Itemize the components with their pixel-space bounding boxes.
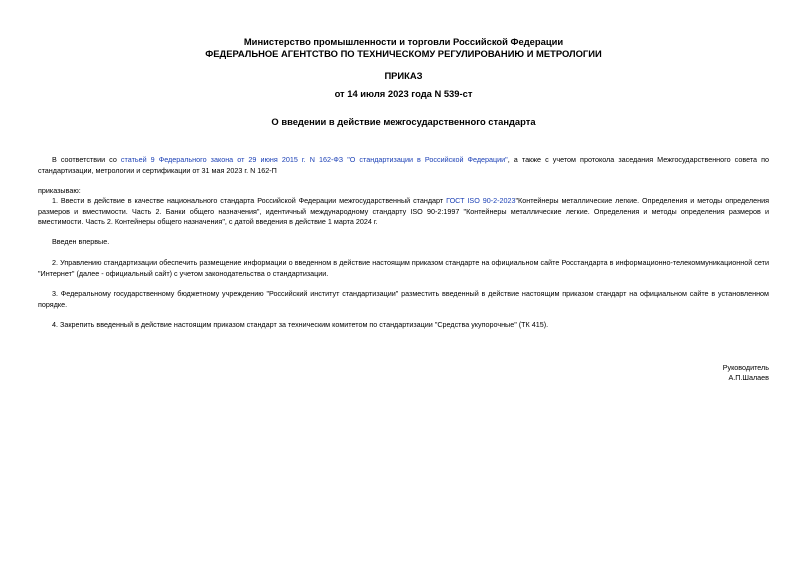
item-4-paragraph: 4. Закрепить введенный в действие настоящим приказом стандарт за техническим комитетом по стандартизации "Средства укупорочные" (ТК 415).: [52, 320, 549, 329]
item-1-suffix: "Контейнеры металлические легкие. Определения и методы определения размеров и вместимости. Часть 2. Банки общего назначения", идентичный международному стандарту ISO 90-2:1997 "Контейнеры металлические легкие. Определения и методы определения размеров и вместимости. Часть 2. Контейнеры общего назначения", с датой введения в действие 1 марта 2024 г.: [38, 196, 769, 227]
item-2-paragraph: 2. Управлению стандартизации обеспечить размещение информации о введенном в действие настоящим приказом стандарте на официальном сайте Росстандарта в информационно-телекоммуникационной сети "Интернет" (далее - официальный сайт) с учетом законодательства о стандартизации.: [38, 258, 769, 278]
order-title: ПРИКАЗ: [384, 70, 423, 81]
order-date: от 14 июля 2023 года N 539-ст: [334, 88, 473, 99]
document-page: [38, 0, 769, 571]
intro-suffix: , а также с учетом протокола заседания Межгосударственного совета по стандартизации, метрологии и сертификации от 31 мая 2023 г. N 162-П: [38, 155, 769, 175]
federal-law-link[interactable]: статьей 9 Федерального закона от 29 июня 2015 г. N 162-ФЗ "О стандартизации в Российской Федерации": [120, 155, 508, 164]
intro-prefix: В соответствии со: [52, 155, 121, 164]
agency-name: ФЕДЕРАЛЬНОЕ АГЕНТСТВО ПО ТЕХНИЧЕСКОМУ РЕГУЛИРОВАНИЮ И МЕТРОЛОГИИ: [205, 48, 602, 59]
item-1-prefix: 1. Ввести в действие в качестве национального стандарта Российской Федерации межгосударственный стандарт: [52, 196, 447, 205]
ministry-name: Министерство промышленности и торговли Российской Федерации: [243, 36, 564, 47]
item-1-paragraph: [38, 196, 769, 228]
intro-paragraph: [38, 155, 769, 176]
order-subject: О введении в действие межгосударственного стандарта: [271, 116, 536, 127]
order-word: приказываю:: [38, 186, 81, 195]
gost-standard-link[interactable]: ГОСТ ISO 90-2-2023: [446, 196, 516, 205]
item-1-note: Введен впервые.: [52, 237, 110, 246]
item-3-paragraph: 3. Федеральному государственному бюджетному учреждению "Российский институт стандартизации" разместить введенный в действие настоящим приказом стандарт на официальном сайте в установленном порядке.: [38, 289, 769, 309]
signature-role: Руководитель: [722, 363, 769, 372]
signature-name: А.П.Шалаев: [728, 373, 769, 382]
